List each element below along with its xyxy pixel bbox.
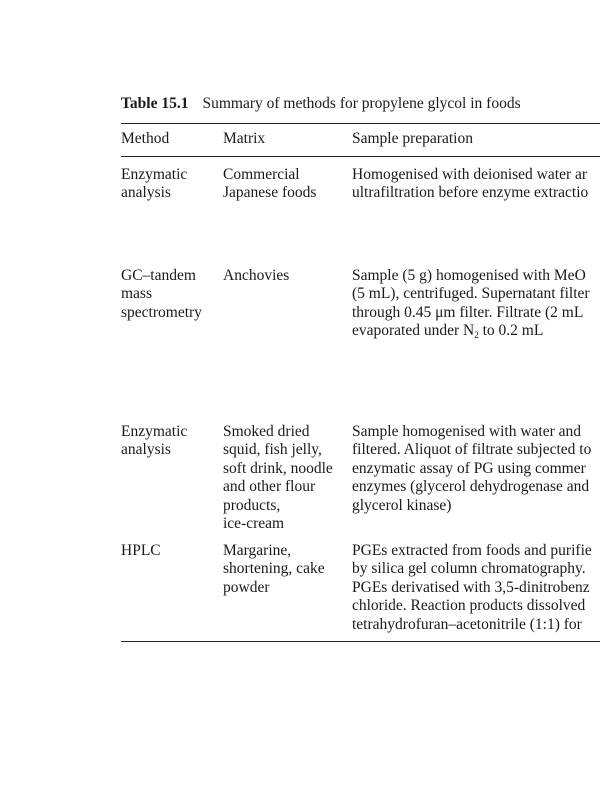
header-method: Method <box>121 130 170 147</box>
row-3-method: Enzymatic analysis <box>121 423 188 459</box>
row-1-prep: Homogenised with deionised water ar ultrafiltration before enzyme extractio <box>352 166 589 202</box>
header-sample-preparation: Sample preparation <box>352 130 473 147</box>
row-4-prep: PGEs extracted from foods and purifie by silica gel column chromatography. PGEs derivatised with 3,5-dinitrobenz chloride. Reaction products dissolved tetrahydrofuran–acetonitrile (1:1) for <box>352 542 592 633</box>
row-3-prep: Sample homogenised with water and filtered. Aliquot of filtrate subjected to enzymatic assay of PG using commer enzymes (glycerol dehydrogenase and glycerol kinase) <box>352 423 592 514</box>
row-4-matrix: Margarine, shortening, cake powder <box>223 542 325 596</box>
table-title: Summary of methods for propylene glycol in foods <box>202 95 521 112</box>
top-rule <box>121 123 600 124</box>
row-1-matrix: Commercial Japanese foods <box>223 166 317 202</box>
header-matrix: Matrix <box>223 130 266 147</box>
table-number: Table 15.1 <box>121 95 189 112</box>
header-rule <box>121 156 600 157</box>
subscript-2: 2 <box>474 330 479 341</box>
row-2-method: GC–tandem mass spectrometry <box>121 267 202 321</box>
row-3-matrix: Smoked dried squid, fish jelly, soft drink, noodle and other flour products, ice-cream <box>223 423 333 533</box>
table-caption <box>121 95 600 113</box>
bottom-rule <box>121 641 600 642</box>
row-4-method: HPLC <box>121 542 161 559</box>
row-1-method: Enzymatic analysis <box>121 166 188 202</box>
row-2-matrix: Anchovies <box>223 267 290 284</box>
row-2-prep: Sample (5 g) homogenised with MeO (5 mL), centrifuged. Supernatant filter through 0.45 μm filter. Filtrate (2 mL evaporated under $N_2$ to 0.2 mL <box>352 267 590 341</box>
